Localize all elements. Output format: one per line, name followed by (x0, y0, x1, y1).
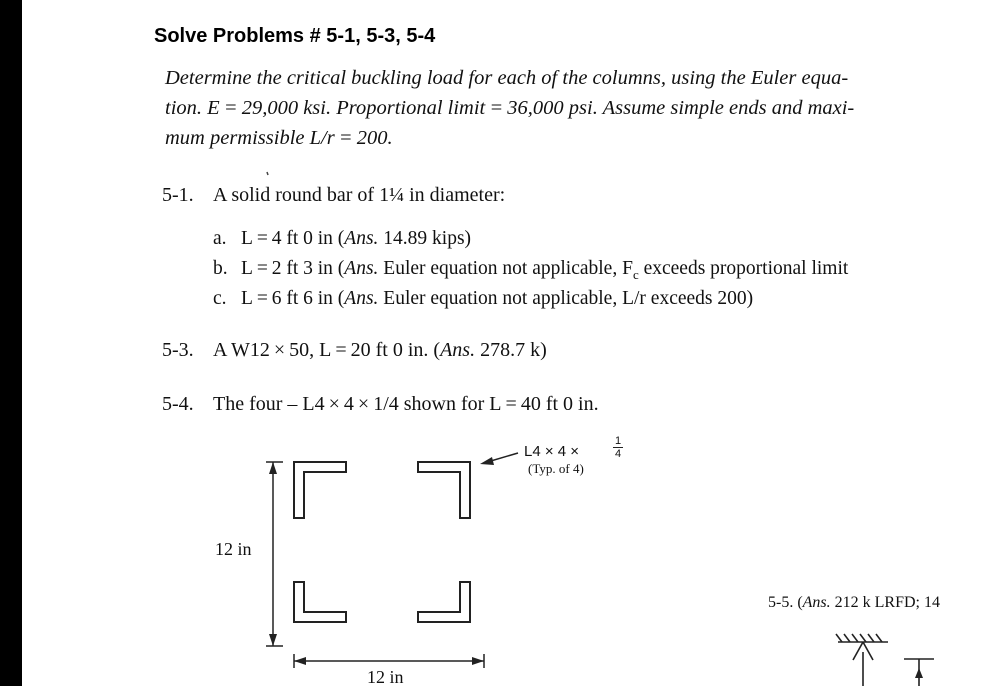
angle-size-label: L4 × 4 × (524, 443, 580, 460)
angle-bottom-right (418, 582, 470, 622)
problem-5-4-text: The four – L4 × 4 × 1/4 shown for L = 40 ft 0 in. (213, 393, 599, 415)
intro-line-3: mum permissible L/r = 200. (165, 127, 393, 149)
problem-5-1b-text: L = 2 ft 3 in (Ans. Euler equation not applicable, $F_c$ exceeds proportional limit (241, 258, 849, 282)
problem-5-4-number: 5-4. (162, 393, 194, 415)
problem-5-1a-letter: a. (213, 228, 227, 249)
problem-5-1-text: A solid round bar of 1¼ in diameter: (213, 184, 506, 206)
dim-horizontal-label: 12 in (367, 667, 404, 687)
problem-5-3-number: 5-3. (162, 339, 194, 361)
problem-5-5-answer: 5-5. (Ans. 212 k LRFD; 14 (768, 594, 940, 611)
typical-label: (Typ. of 4) (528, 461, 584, 476)
problem-5-1c-text: L = 6 ft 6 in (Ans. Euler equation not applicable, L/r exceeds 200) (241, 288, 754, 309)
problem-5-1b-letter: b. (213, 258, 228, 279)
dim-vertical-label: 12 in (215, 539, 252, 559)
intro-line-1: Determine the critical buckling load for each of the columns, using the Euler equa- (165, 67, 849, 89)
angle-bottom-left (294, 582, 346, 622)
fraction-denominator: 4 (614, 448, 622, 460)
angle-top-left (294, 462, 346, 518)
problem-5-1a-text: L = 4 ft 0 in (Ans. 14.89 kips) (241, 228, 472, 249)
angle-fraction (613, 435, 623, 460)
intro-line-2: tion. E = 29,000 ksi. Proportional limit = 36,000 psi. Assume simple ends and maxi- (165, 97, 855, 119)
angle-top-right (418, 462, 470, 518)
problem-5-1c-letter: c. (213, 288, 227, 309)
support-symbol (836, 634, 934, 686)
problem-5-3-text: A W12 × 50, L = 20 ft 0 in. (Ans. 278.7 k) (213, 339, 547, 361)
fraction-numerator: 1 (614, 435, 622, 447)
problem-5-1-number: 5-1. (162, 184, 194, 206)
page-heading: Solve Problems # 5-1, 5-3, 5-4 (154, 25, 436, 47)
